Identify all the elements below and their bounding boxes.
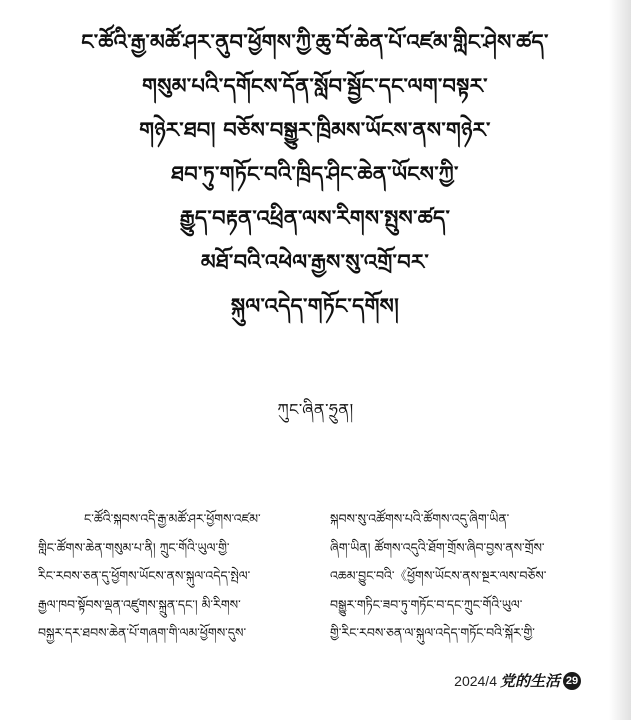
author-byline: ཀུང་ཞིན་ཧྲུན།	[277, 400, 354, 419]
issue-number: 2024/4	[454, 672, 497, 689]
body-line: སྐབས་སུ་འཚོགས་པའི་ཚོགས་འདུ་ཞིག་ཡིན་	[330, 511, 510, 526]
title-line: གཉེར་ཐབ། བཅོས་བསྒྱུར་ཁྲིམས་ཡོངས་ནས་གཉེར་	[139, 117, 491, 142]
body-line: བསྒྱུར་གཏིང་ཟབ་ཏུ་གཏོང་བ་དང་ཀྲུང་གོའི་ཡུལ་	[330, 596, 523, 612]
article-title	[20, 20, 610, 328]
body-column-left	[38, 505, 303, 648]
page-edge-shadow	[609, 0, 631, 720]
body-line: ང་ཚོའི་སྐབས་འདི་རྒྱ་མཚོ་ཤར་ཕྱོགས་འཛམ་	[84, 511, 261, 526]
article-body	[38, 505, 598, 655]
title-line: ང་ཚོའི་རྒྱ་མཚོ་ཤར་ནུབ་ཕྱོགས་ཀྱི་ཆུ་བོ་ཆེན་པོ་འཛམ་གླིང་ཤེས་ཚད་	[81, 29, 549, 54]
page-number-badge: 29	[563, 672, 581, 690]
magazine-name: 党的生活	[499, 672, 560, 690]
body-line: རིང་རབས་ཅན་དུ་ཕྱོགས་ཡོངས་ནས་སྐུལ་འདེད་སྤེལ་	[38, 568, 251, 583]
title-line: མཐོ་བའི་འཕེལ་རྒྱས་སུ་འགྲོ་བར་	[200, 249, 430, 274]
body-line: རྒྱལ་ཁབ་སྟོབས་ལྡན་འཛུགས་སྐྲུན་དང་། མི་རིགས་	[38, 596, 241, 612]
body-line: གྱི་རིང་རབས་ཅན་ལ་སྐུལ་འདེད་གཏོང་བའི་སྐོར་གྱི་	[330, 625, 535, 640]
body-line: འཆམ་བྱུང་བའི་《ཕྱོགས་ཡོངས་ནས་སྔར་ལས་བཅོས་	[330, 568, 547, 583]
body-line: ཞིག་ཡིན། ཚོགས་འདུའི་ཐོག་གྲོས་ཞིབ་བྱས་ནས་གྲོས་	[330, 539, 545, 555]
title-line: ཐབ་ཏུ་གཏོང་བའི་ཁྲིད་ཤིང་ཆེན་ཡོངས་ཀྱི་	[171, 161, 459, 186]
title-line: གསུམ་པའི་དགོངས་དོན་སློབ་སྦྱོང་དང་ལག་བསྟར་	[142, 73, 488, 98]
page-footer	[454, 670, 581, 691]
body-column-right	[330, 505, 595, 648]
body-line: གླིང་ཚོགས་ཆེན་གསུམ་པ་ནི། ཀྲུང་གོའི་ཡུལ་གྱི་	[38, 539, 230, 555]
title-line: སྐུལ་འདེད་གཏོང་དགོས།	[230, 293, 400, 318]
body-line: བསྐྱར་དར་ཐབས་ཆེན་པོ་གཞག་གི་ལམ་ཕྱོགས་དུས་	[38, 625, 247, 640]
title-line: རྒྱུད་བརྟན་འཕྲིན་ལས་རིགས་སྤུས་ཚད་	[179, 205, 451, 230]
